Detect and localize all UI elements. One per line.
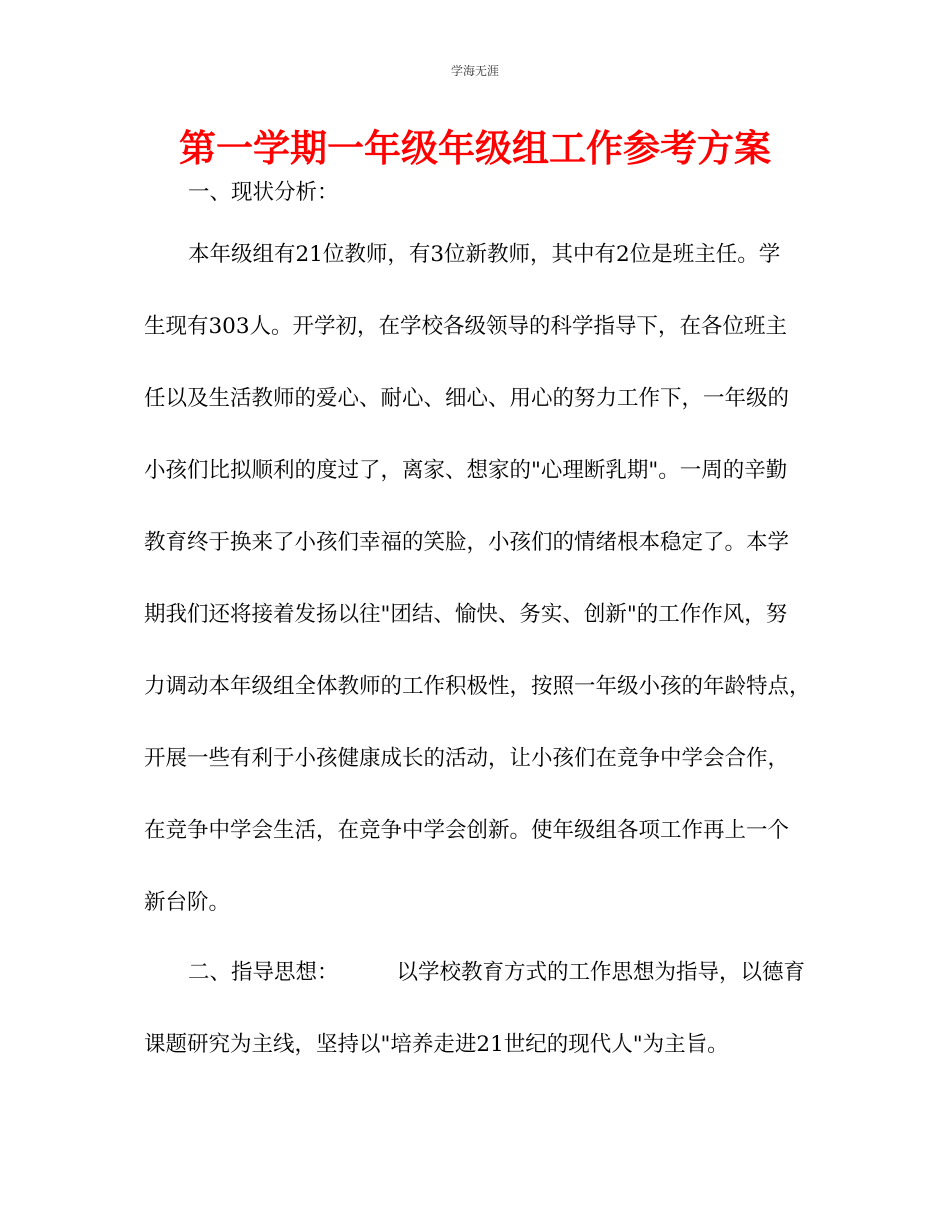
paragraph-line: 小孩们比拟顺利的度过了，离家、想家的"心理断乳期"。一周的辛勤	[144, 458, 788, 483]
section-heading-status: 一、现状分析：	[188, 180, 339, 205]
paragraph-line: 在竞争中学会生活，在竞争中学会创新。使年级组各项工作再上一个	[144, 818, 790, 843]
paragraph-line: 生现有303人。开学初，在学校各级领导的科学指导下，在各位班主	[144, 314, 788, 339]
paragraph-line: 任以及生活教师的爱心、耐心、细心、用心的努力工作下，一年级的	[144, 386, 790, 411]
page-header: 学海无涯	[450, 64, 499, 78]
paragraph-line: 开展一些有利于小孩健康成长的活动，让小孩们在竞争中学会合作，	[144, 746, 790, 771]
paragraph-text: 以学校教育方式的工作思想为指导，以德育	[396, 960, 806, 985]
paragraph-line: 教育终于换来了小孩们幸福的笑脸，小孩们的情绪根本稳定了。本学	[144, 530, 790, 555]
paragraph-line: 力调动本年级组全体教师的工作积极性，按照一年级小孩的年龄特点，	[144, 674, 811, 699]
section-guiding-line	[188, 958, 854, 988]
paragraph-line: 期我们还将接着发扬以往"团结、愉快、务实、创新"的工作作风，努	[144, 602, 788, 627]
document-title: 第一学期一年级年级组工作参考方案	[179, 127, 771, 170]
paragraph-line: 课题研究为主线，坚持以"培养走进21世纪的现代人"为主旨。	[144, 1032, 729, 1057]
paragraph-line: 本年级组有21位教师，有3位新教师，其中有2位是班主任。学	[188, 242, 781, 267]
paragraph-line: 新台阶。	[144, 890, 231, 915]
section-heading-guiding: 二、指导思想：	[188, 960, 339, 985]
